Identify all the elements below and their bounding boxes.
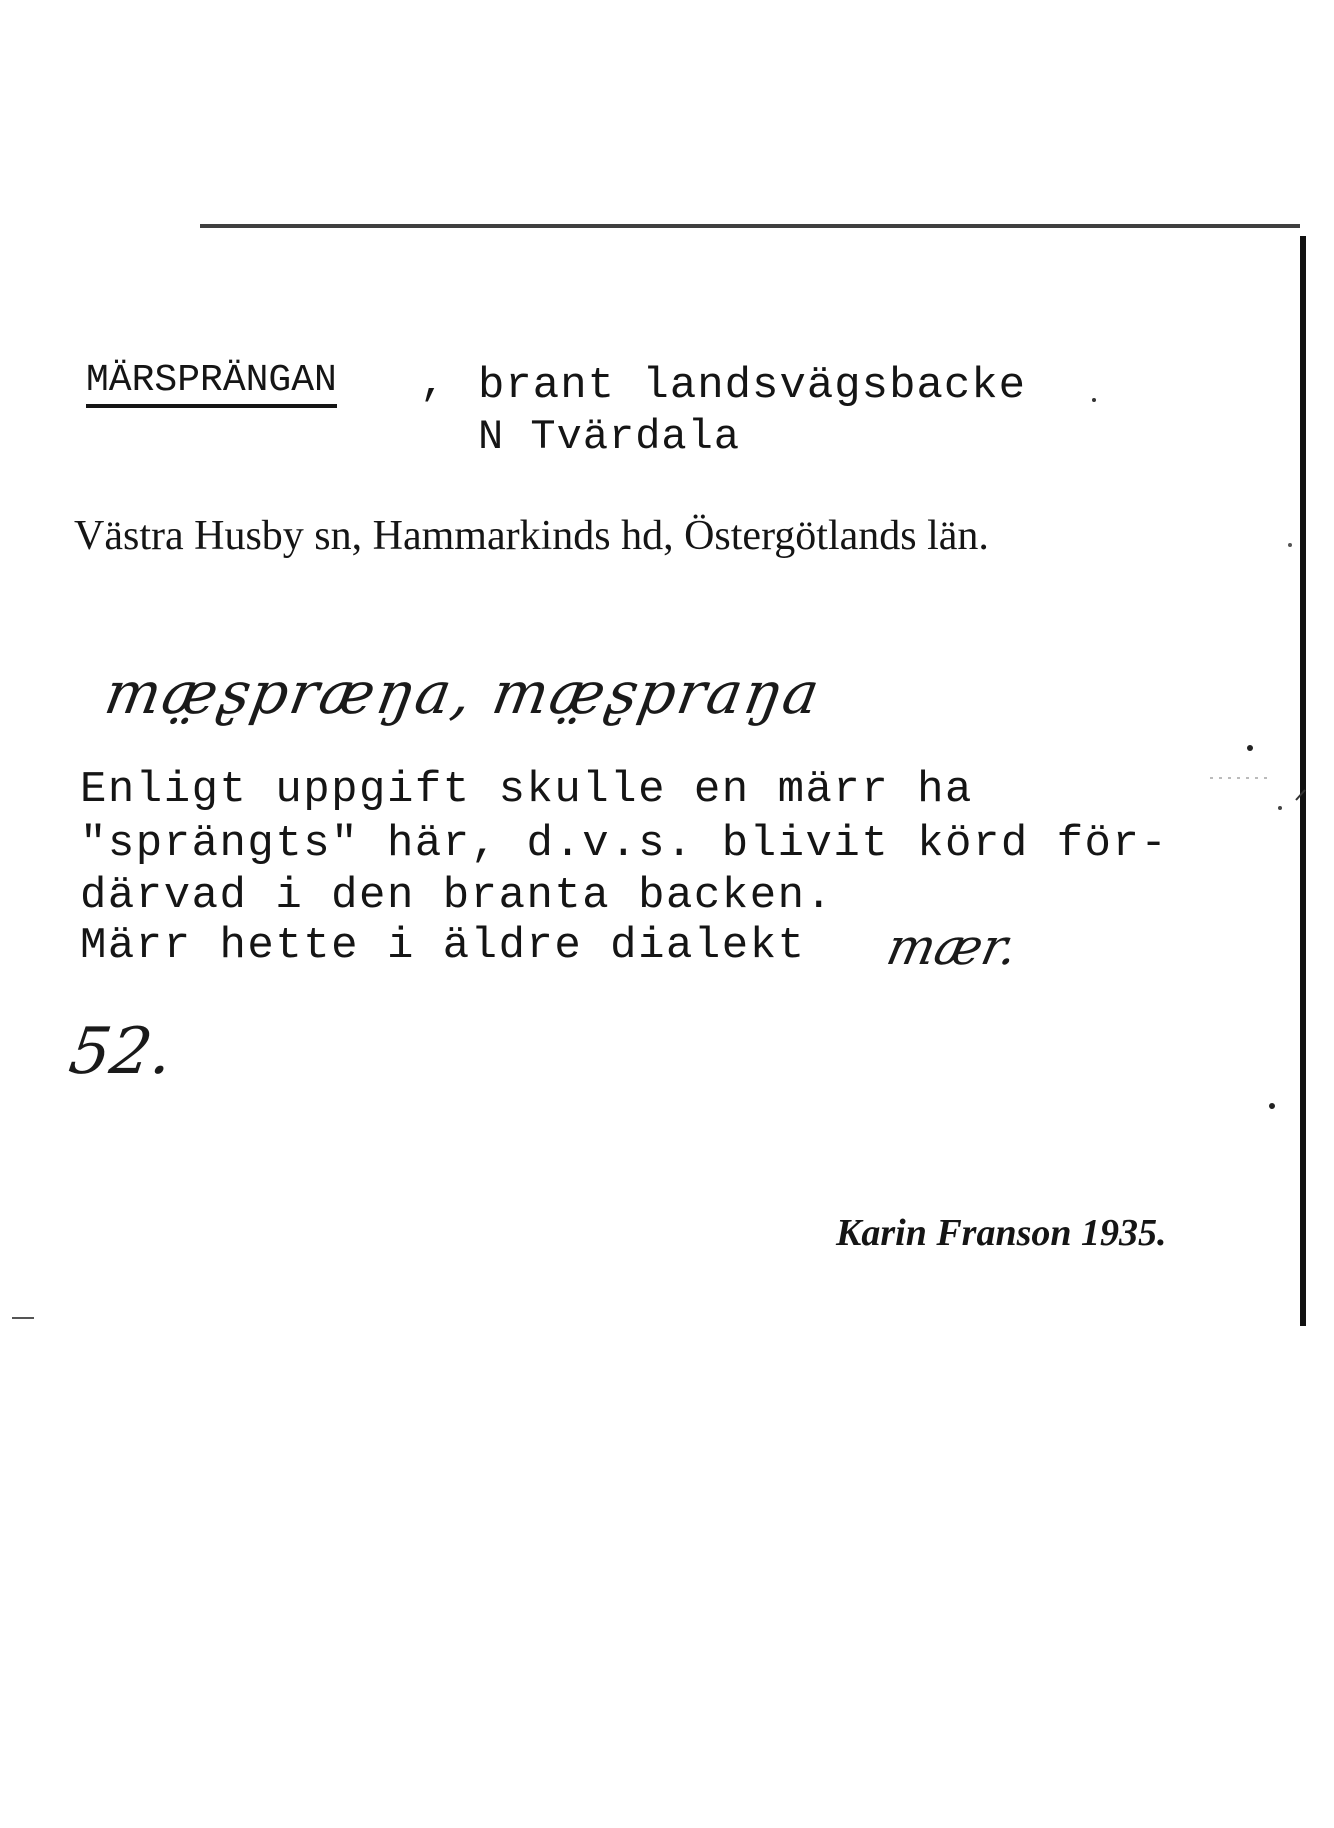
handwritten-number: 52.: [64, 1015, 177, 1089]
body-line-3: därvad i den branta backen.: [80, 871, 834, 921]
location-line: Västra Husby sn, Hammarkinds hd, Östergötlands län.: [74, 513, 989, 559]
body-line-2: "sprängts" här, d.v.s. blivit körd för-: [80, 819, 1169, 869]
headword: MÄRSPRÄNGAN: [86, 362, 337, 408]
handwritten-pronunciation: mæ̤ʂpræŋa, mæ̤ʂpraŋa: [100, 659, 827, 727]
description-line-1: brant landsvägsbacke: [478, 361, 1027, 411]
body-line-1: Enligt uppgift skulle en märr ha: [80, 765, 973, 815]
handwritten-dialect-word: mær.: [881, 918, 1023, 976]
headword-comma: ,: [420, 359, 447, 407]
card-right-border: [1300, 236, 1306, 1326]
signature: Karin Franson 1935.: [836, 1212, 1167, 1254]
description-line-2: N Tvärdala: [478, 413, 741, 461]
body-line-4: Märr hette i äldre dialekt: [80, 921, 806, 971]
card-top-border: [200, 224, 1300, 228]
